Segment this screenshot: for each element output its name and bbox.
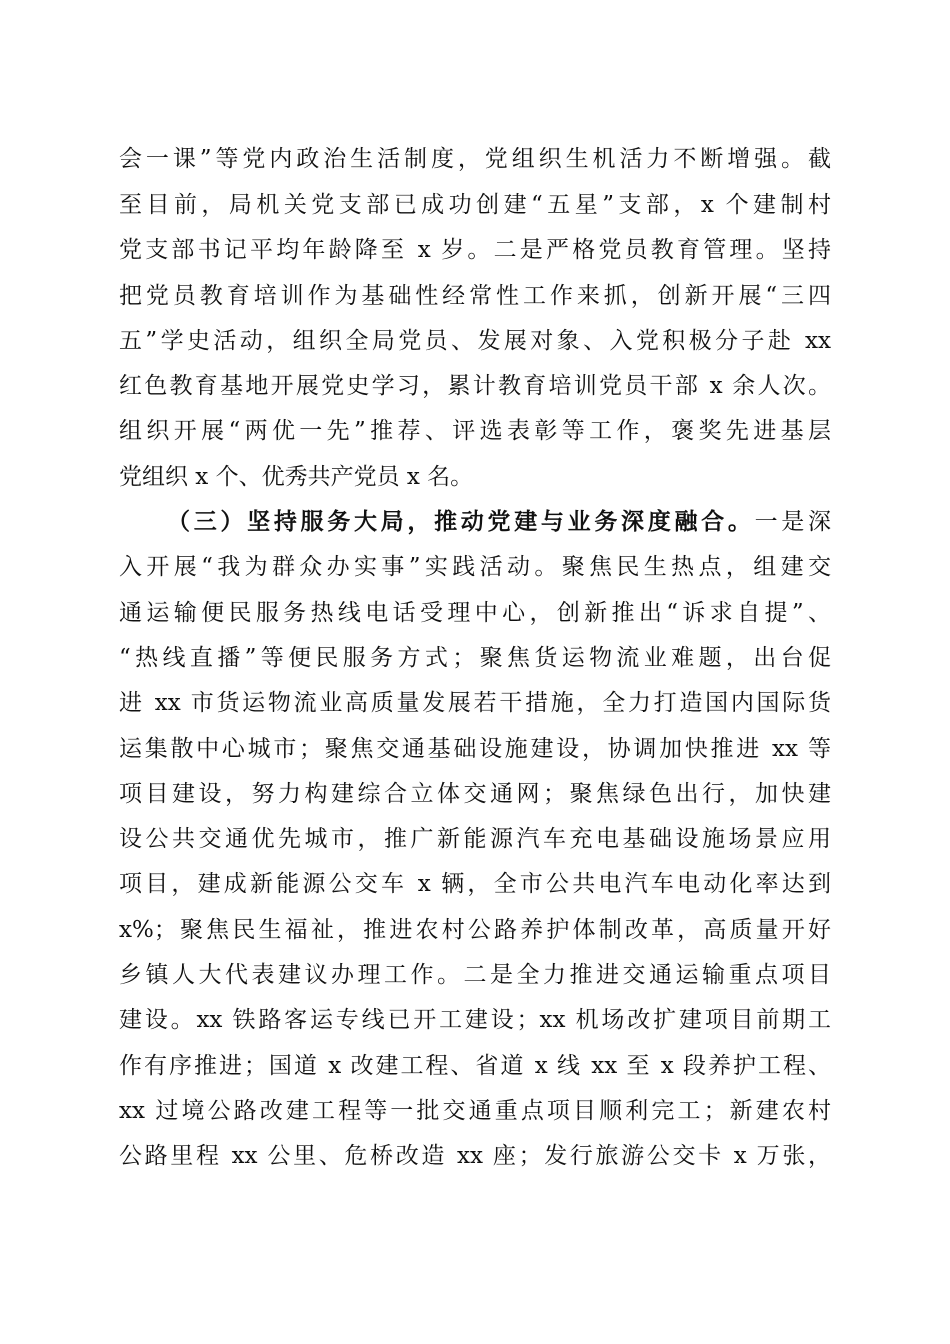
text-line: x%；聚焦民生福祉，推进农村公路养护体制改革，高质量开好 (119, 917, 831, 943)
text-line: 入开展“我为群众办实事”实践活动。聚焦民生热点，组建交 (119, 554, 831, 580)
heading-line-rest: 一是深 (754, 509, 832, 535)
text-line: 会一课”等党内政治生活制度，党组织生机活力不断增强。截 (119, 146, 831, 172)
text-line: 五”学史活动，组织全局党员、发展对象、入党积极分子赴 xx (119, 328, 831, 354)
text-line: 组织开展“两优一先”推荐、评选表彰等工作，褒奖先进基层 (119, 418, 831, 444)
text-line: 项目，建成新能源公交车 x 辆，全市公共电汽车电动化率达到 (119, 871, 831, 897)
text-line: 红色教育基地开展党史学习，累计教育培训党员干部 x 余人次。 (119, 373, 831, 399)
text-line: 进 xx 市货运物流业高质量发展若干措施，全力打造国内国际货 (119, 690, 831, 716)
text-line: 运集散中心城市；聚焦交通基础设施建设，协调加快推进 xx 等 (119, 736, 831, 762)
text-line: “热线直播”等便民服务方式；聚焦货运物流业难题，出台促 (119, 645, 831, 671)
text-line: 公路里程 xx 公里、危桥改造 xx 座；发行旅游公交卡 x 万张， (119, 1143, 831, 1169)
text-line: 项目建设，努力构建综合立体交通网；聚焦绿色出行，加快建 (119, 781, 831, 807)
text-line: 设公共交通优先城市，推广新能源汽车充电基础设施场景应用 (119, 826, 831, 852)
text-line: 至目前，局机关党支部已成功创建“五星”支部，x 个建制村 (119, 192, 831, 218)
section-heading: （三）坚持服务大局，推动党建与业务深度融合。 (167, 508, 755, 535)
text-line: 把党员教育培训作为基础性经常性工作来抓，创新开展“三四 (119, 283, 831, 309)
text-line: 党支部书记平均年龄降至 x 岁。二是严格党员教育管理。坚持 (119, 237, 831, 263)
text-line: 建设。xx 铁路客运专线已开工建设；xx 机场改扩建项目前期工 (119, 1007, 831, 1033)
text-line: 作有序推进；国道 x 改建工程、省道 x 线 xx 至 x 段养护工程、 (119, 1053, 831, 1079)
section-heading-line (167, 500, 831, 544)
text-line: 乡镇人大代表建议办理工作。二是全力推进交通运输重点项目 (119, 962, 831, 988)
text-line: 通运输便民服务热线电话受理中心，创新推出“诉求自提”、 (119, 600, 831, 626)
text-line: xx 过境公路改建工程等一批交通重点项目顺利完工；新建农村 (119, 1098, 831, 1124)
text-line: 党组织 x 个、优秀共产党员 x 名。 (119, 464, 474, 490)
